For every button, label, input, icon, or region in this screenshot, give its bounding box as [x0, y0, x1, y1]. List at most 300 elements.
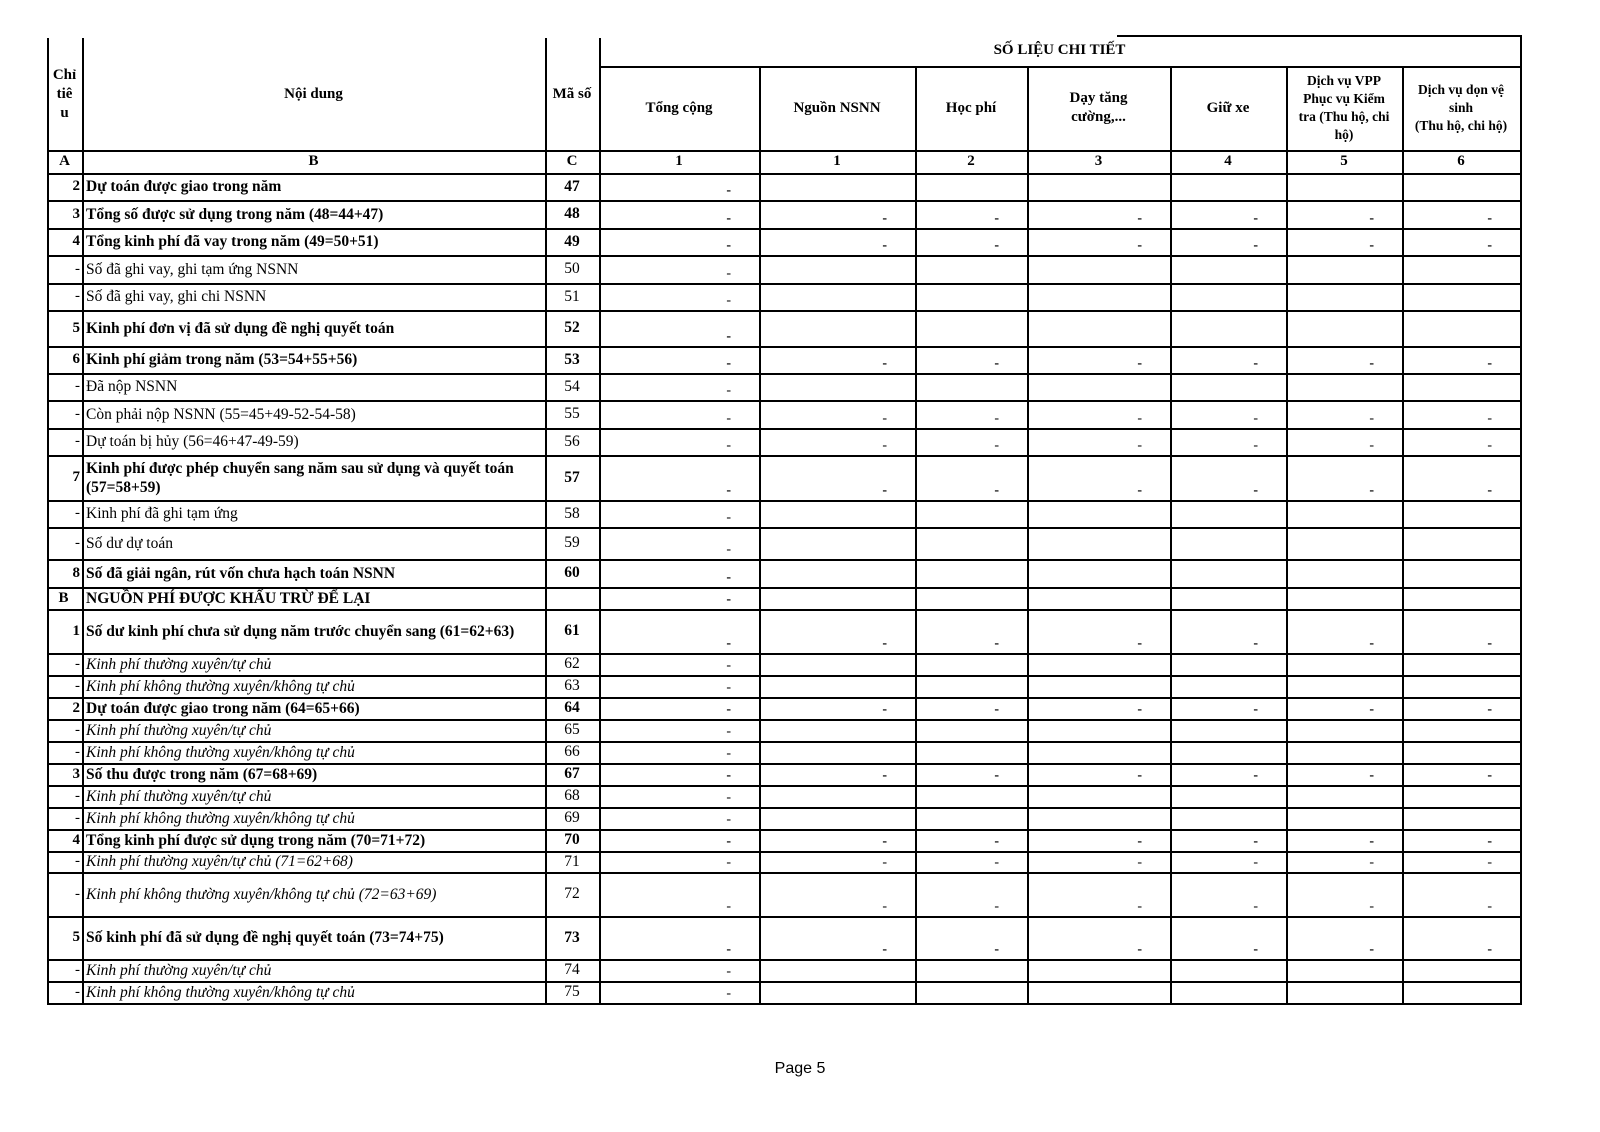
grid-hline	[47, 719, 1522, 721]
value-cell: -	[1253, 438, 1258, 453]
value-cell	[759, 559, 915, 587]
value-cell	[915, 587, 1027, 609]
row-index: 3	[72, 765, 80, 782]
value-cell: -	[726, 483, 731, 498]
value-cell	[1402, 559, 1520, 587]
value-cell	[759, 500, 915, 527]
value-cell: -	[1253, 942, 1258, 957]
grid-vline	[82, 38, 84, 1005]
row-code: 57	[564, 468, 580, 486]
value-cell	[1170, 675, 1286, 697]
grid-vline	[1402, 66, 1404, 1005]
column-header-line: Học phí	[945, 99, 997, 116]
value-cell: -	[882, 942, 887, 957]
value-cell	[759, 807, 915, 829]
value-cell: -	[1253, 899, 1258, 914]
row-content: Dự toán được giao trong năm (64=65+66)	[86, 699, 360, 717]
value-cell: -	[726, 680, 731, 695]
value-cell	[759, 741, 915, 763]
value-cell	[1402, 500, 1520, 527]
value-cell	[1027, 373, 1170, 400]
row-content: Dự toán được giao trong năm	[86, 178, 282, 195]
index-cell: C	[566, 153, 578, 169]
value-cell: -	[726, 658, 731, 673]
value-cell: -	[1369, 834, 1374, 849]
grid-hline	[47, 173, 1522, 175]
value-cell: -	[726, 510, 731, 525]
row-code: 53	[564, 350, 580, 368]
value-cell: -	[726, 183, 731, 198]
row-content: Kinh phí không thường xuyên/không tự chủ	[86, 983, 355, 1001]
row-index: -	[75, 405, 80, 422]
row-index: -	[75, 655, 80, 672]
row-index: -	[75, 721, 80, 738]
column-header-line: Dạy tăng	[1069, 90, 1128, 106]
grid-hline	[47, 255, 1522, 257]
value-cell	[1402, 173, 1520, 200]
value-cell: -	[1487, 899, 1492, 914]
value-cell	[1170, 741, 1286, 763]
value-cell: -	[726, 964, 731, 979]
grid-hline	[47, 527, 1522, 529]
row-code: 48	[564, 205, 580, 222]
row-content: Kinh phí thường xuyên/tự chủ (71=62+68)	[86, 853, 353, 870]
value-cell: -	[1487, 411, 1492, 426]
index-cell: 6	[1457, 153, 1465, 169]
value-cell	[1027, 981, 1170, 1003]
row-index: 4	[72, 233, 80, 249]
index-cell: 1	[675, 153, 683, 169]
value-cell: -	[726, 356, 731, 371]
value-cell: -	[1253, 834, 1258, 849]
value-cell	[1286, 559, 1402, 587]
column-header-5	[1170, 66, 1286, 150]
row-index: -	[75, 433, 80, 449]
value-cell: -	[882, 211, 887, 226]
row-content: Tổng số được sử dụng trong năm (48=44+47)	[86, 205, 384, 223]
value-cell	[759, 373, 915, 400]
value-cell	[1286, 741, 1402, 763]
value-cell: -	[994, 238, 999, 253]
row-content: Kinh phí thường xuyên/tự chủ	[86, 787, 272, 805]
grid-vline	[915, 66, 917, 1005]
row-content: Kinh phí không thường xuyên/không tự chủ	[86, 677, 355, 695]
row-content: Đã nộp NSNN	[86, 378, 178, 395]
value-cell: -	[1369, 636, 1374, 651]
row-index: -	[75, 983, 80, 1000]
value-cell: -	[1487, 702, 1492, 717]
value-cell	[759, 653, 915, 675]
grid-hline	[47, 310, 1522, 312]
value-cell: -	[1369, 942, 1374, 957]
value-cell	[915, 283, 1027, 310]
row-code: 56	[564, 432, 580, 450]
grid-hline	[47, 807, 1522, 809]
row-content: Số thu được trong năm (67=68+69)	[86, 765, 318, 783]
value-cell	[1027, 675, 1170, 697]
value-cell: -	[1253, 636, 1258, 651]
row-index: -	[75, 288, 80, 304]
value-cell	[915, 807, 1027, 829]
grid-hline	[47, 916, 1522, 918]
value-cell: -	[1253, 702, 1258, 717]
row-content: Số dư kinh phí chưa sử dụng năm trước chuyển sang (61=62+63)	[86, 622, 515, 640]
row-content: Dự toán bị hủy (56=46+47-49-59)	[86, 433, 299, 450]
value-cell	[1402, 959, 1520, 981]
grid-hline	[47, 851, 1522, 853]
value-cell: -	[882, 356, 887, 371]
row-content: Kinh phí thường xuyên/tự chủ	[86, 655, 272, 673]
row-index: -	[75, 853, 80, 869]
row-code: 74	[564, 961, 580, 978]
row-index: 3	[72, 205, 80, 222]
row-code: 71	[564, 852, 580, 870]
row-index: -	[75, 378, 80, 394]
value-cell: -	[1253, 483, 1258, 498]
row-content: Kinh phí không thường xuyên/không tự chủ	[86, 743, 355, 761]
value-cell: -	[1253, 768, 1258, 783]
row-content: Kinh phí không thường xuyên/không tự chủ (72=63+69)	[86, 885, 437, 903]
value-cell: -	[726, 834, 731, 849]
value-cell: -	[882, 238, 887, 253]
value-cell	[1170, 719, 1286, 741]
value-cell: -	[1487, 768, 1492, 783]
grid-hline	[1117, 35, 1522, 37]
row-code: 62	[564, 655, 580, 672]
value-cell	[1170, 981, 1286, 1003]
value-cell: -	[1487, 636, 1492, 651]
row-content: Tổng kinh phí đã vay trong năm (49=50+51)	[86, 233, 379, 250]
header-chi-tieu	[47, 38, 82, 150]
row-code: 59	[564, 534, 580, 551]
row-code: 51	[564, 287, 580, 305]
value-cell: -	[882, 768, 887, 783]
grid-hline	[47, 959, 1522, 961]
grid-vline	[759, 66, 761, 1005]
value-cell	[1170, 785, 1286, 807]
value-cell	[759, 785, 915, 807]
grid-hline	[47, 675, 1522, 677]
page-number: Page 5	[774, 1060, 826, 1077]
column-header-3	[915, 66, 1027, 150]
grid-vline	[545, 38, 547, 1005]
value-cell	[1286, 719, 1402, 741]
value-cell	[759, 675, 915, 697]
value-cell	[1027, 500, 1170, 527]
value-cell	[759, 283, 915, 310]
grid-hline	[47, 653, 1522, 655]
value-cell: -	[1369, 483, 1374, 498]
value-cell: -	[1487, 211, 1492, 226]
value-cell: -	[1369, 855, 1374, 870]
value-cell: -	[726, 383, 731, 398]
value-cell: -	[726, 768, 731, 783]
value-cell	[915, 719, 1027, 741]
value-cell: -	[726, 329, 731, 344]
column-header-4	[1027, 66, 1170, 150]
value-cell	[1286, 653, 1402, 675]
index-cell: 5	[1340, 153, 1348, 169]
value-cell: -	[726, 986, 731, 1001]
value-cell	[759, 587, 915, 609]
value-cell	[1170, 587, 1286, 609]
row-content: Kinh phí thường xuyên/tự chủ	[86, 961, 272, 979]
row-code: 70	[564, 831, 580, 848]
value-cell: -	[1253, 211, 1258, 226]
row-index: 6	[72, 351, 80, 367]
value-cell: -	[994, 855, 999, 870]
value-cell	[1286, 807, 1402, 829]
grid-hline	[599, 66, 1522, 68]
row-content: Kinh phí đã ghi tạm ứng	[86, 505, 238, 522]
value-cell: -	[1487, 356, 1492, 371]
value-cell: -	[994, 768, 999, 783]
row-code: 67	[564, 765, 580, 782]
value-cell	[1027, 173, 1170, 200]
value-cell	[1170, 527, 1286, 559]
value-cell	[1402, 283, 1520, 310]
value-cell: -	[882, 636, 887, 651]
row-index: -	[75, 961, 80, 978]
value-cell: -	[1137, 211, 1142, 226]
column-header-7	[1402, 66, 1520, 150]
grid-hline	[47, 346, 1522, 348]
value-cell: -	[994, 636, 999, 651]
grid-hline	[47, 587, 1522, 589]
value-cell	[1286, 373, 1402, 400]
row-content: NGUỒN PHÍ ĐƯỢC KHẤU TRỪ ĐỂ LẠI	[86, 589, 371, 607]
value-cell	[1286, 255, 1402, 283]
grid-hline	[47, 283, 1522, 285]
column-header-line: Giữ xe	[1206, 99, 1250, 116]
value-cell: -	[1137, 834, 1142, 849]
row-index: -	[75, 787, 80, 804]
value-cell: -	[726, 570, 731, 585]
row-code: 72	[564, 885, 580, 902]
value-cell: -	[1487, 238, 1492, 253]
grid-hline	[47, 228, 1522, 230]
row-index: -	[75, 809, 80, 826]
value-cell	[915, 959, 1027, 981]
grid-hline	[47, 428, 1522, 430]
row-content: Số đã ghi vay, ghi tạm ứng NSNN	[86, 260, 299, 278]
value-cell: -	[1137, 942, 1142, 957]
index-cell: 4	[1224, 153, 1232, 169]
row-content: Số kinh phí đã sử dụng đề nghị quyết toán (73=74+75)	[86, 929, 444, 946]
value-cell: -	[882, 702, 887, 717]
value-cell: -	[1137, 636, 1142, 651]
value-cell: -	[994, 899, 999, 914]
value-cell: -	[994, 438, 999, 453]
value-cell: -	[1137, 768, 1142, 783]
row-content: Kinh phí giảm trong năm (53=54+55+56)	[86, 351, 358, 368]
value-cell	[915, 741, 1027, 763]
value-cell: -	[1369, 356, 1374, 371]
header-chi-tieu-line: u	[60, 104, 69, 121]
value-cell	[1027, 310, 1170, 346]
value-cell: -	[726, 899, 731, 914]
value-cell: -	[994, 942, 999, 957]
value-cell	[1286, 527, 1402, 559]
value-cell	[1170, 373, 1286, 400]
value-cell: -	[994, 411, 999, 426]
row-code: 69	[564, 809, 580, 826]
grid-hline	[47, 741, 1522, 743]
value-cell: -	[1137, 411, 1142, 426]
value-cell	[1027, 741, 1170, 763]
value-cell	[915, 527, 1027, 559]
value-cell: -	[726, 702, 731, 717]
index-cell: 1	[833, 153, 841, 169]
grid-hline	[47, 609, 1522, 611]
row-index: -	[75, 885, 80, 902]
value-cell	[1286, 959, 1402, 981]
row-code: 64	[564, 699, 580, 716]
grid-vline	[47, 38, 49, 1005]
grid-hline	[47, 829, 1522, 831]
index-cell: 3	[1094, 153, 1103, 169]
value-cell	[915, 310, 1027, 346]
value-cell	[1286, 173, 1402, 200]
value-cell	[1286, 283, 1402, 310]
value-cell	[1402, 255, 1520, 283]
value-cell	[1402, 675, 1520, 697]
value-cell	[1027, 587, 1170, 609]
value-cell: -	[882, 834, 887, 849]
column-header-line: Dịch vụ VPP	[1306, 73, 1381, 88]
grid-vline	[1520, 35, 1522, 1005]
value-cell: -	[994, 211, 999, 226]
value-cell: -	[1137, 702, 1142, 717]
value-cell	[759, 959, 915, 981]
value-cell: -	[726, 542, 731, 557]
value-cell	[1402, 587, 1520, 609]
value-cell: -	[726, 238, 731, 253]
value-cell: -	[1137, 483, 1142, 498]
value-cell	[1170, 283, 1286, 310]
index-cell: 2	[967, 153, 975, 169]
value-cell	[759, 527, 915, 559]
value-cell: -	[1487, 834, 1492, 849]
value-cell	[1027, 807, 1170, 829]
row-code: 75	[564, 983, 580, 1000]
value-cell: -	[1369, 899, 1374, 914]
value-cell: -	[726, 942, 731, 957]
grid-vline	[1286, 66, 1288, 1005]
grid-hline	[47, 500, 1522, 502]
value-cell: -	[994, 483, 999, 498]
value-cell: -	[1253, 356, 1258, 371]
grid-hline	[47, 785, 1522, 787]
row-code: 73	[564, 928, 580, 946]
value-cell: -	[726, 211, 731, 226]
row-index: 1	[72, 622, 80, 639]
value-cell: -	[882, 899, 887, 914]
row-code: 60	[564, 564, 580, 581]
column-header-line: (Thu hộ, chi hộ)	[1414, 118, 1508, 133]
value-cell	[1170, 310, 1286, 346]
column-header-2	[759, 66, 915, 150]
header-group-title: SỐ LIỆU CHI TIẾT	[993, 42, 1126, 58]
value-cell: -	[1137, 899, 1142, 914]
grid-hline	[47, 1003, 1522, 1005]
row-index: 7	[72, 469, 80, 485]
column-header-line: tra (Thu hộ, chi	[1298, 109, 1390, 124]
row-content: Còn phải nộp NSNN (55=45+49-52-54-58)	[86, 405, 356, 423]
row-index: 8	[72, 564, 80, 581]
grid-hline	[47, 200, 1522, 202]
value-cell	[759, 255, 915, 283]
value-cell: -	[882, 411, 887, 426]
row-content: Kinh phí đơn vị đã sử dụng đề nghị quyết toán	[86, 319, 395, 337]
grid-vline	[599, 38, 601, 1005]
row-index: -	[75, 677, 80, 694]
value-cell	[1402, 527, 1520, 559]
value-cell: -	[1487, 855, 1492, 870]
column-header-line: Tổng cộng	[645, 99, 713, 116]
value-cell: -	[726, 438, 731, 453]
row-code: 55	[564, 405, 580, 422]
value-cell: -	[1369, 238, 1374, 253]
value-cell	[1402, 807, 1520, 829]
value-cell: -	[1487, 942, 1492, 957]
value-cell	[1402, 719, 1520, 741]
row-code	[545, 587, 599, 609]
row-code: 52	[564, 319, 580, 336]
value-cell	[1027, 527, 1170, 559]
value-cell: -	[1369, 702, 1374, 717]
value-cell	[915, 373, 1027, 400]
value-cell	[915, 255, 1027, 283]
value-cell	[1027, 719, 1170, 741]
value-cell	[1170, 807, 1286, 829]
grid-hline	[47, 697, 1522, 699]
value-cell	[1286, 310, 1402, 346]
row-index: 5	[72, 929, 80, 945]
value-cell: -	[726, 592, 731, 607]
row-content: Kinh phí không thường xuyên/không tự chủ	[86, 809, 355, 827]
value-cell: -	[994, 834, 999, 849]
column-header-line: Phục vụ Kiểm	[1303, 91, 1385, 106]
row-code: 68	[564, 787, 580, 804]
value-cell: -	[1137, 238, 1142, 253]
header-chi-tieu-line: tiê	[56, 85, 73, 102]
value-cell	[1402, 310, 1520, 346]
column-header-line: Dịch vụ dọn vệ	[1418, 82, 1504, 97]
value-cell	[1170, 255, 1286, 283]
grid-hline	[47, 150, 1522, 152]
value-cell: -	[1487, 438, 1492, 453]
value-cell	[1402, 741, 1520, 763]
row-code: 58	[564, 504, 580, 522]
value-cell	[1170, 959, 1286, 981]
column-header-line: cường,...	[1071, 109, 1126, 125]
value-cell: -	[1137, 356, 1142, 371]
value-cell	[1402, 653, 1520, 675]
index-cell: B	[308, 153, 319, 169]
value-cell: -	[726, 812, 731, 827]
value-cell	[1027, 959, 1170, 981]
row-code: 66	[564, 743, 580, 760]
value-cell: -	[1137, 438, 1142, 453]
value-cell: -	[726, 724, 731, 739]
value-cell	[915, 785, 1027, 807]
row-index: -	[75, 534, 80, 551]
value-cell	[915, 981, 1027, 1003]
value-cell	[1286, 587, 1402, 609]
header-noi-dung: Nội dung	[284, 85, 343, 102]
row-index: -	[75, 505, 80, 521]
